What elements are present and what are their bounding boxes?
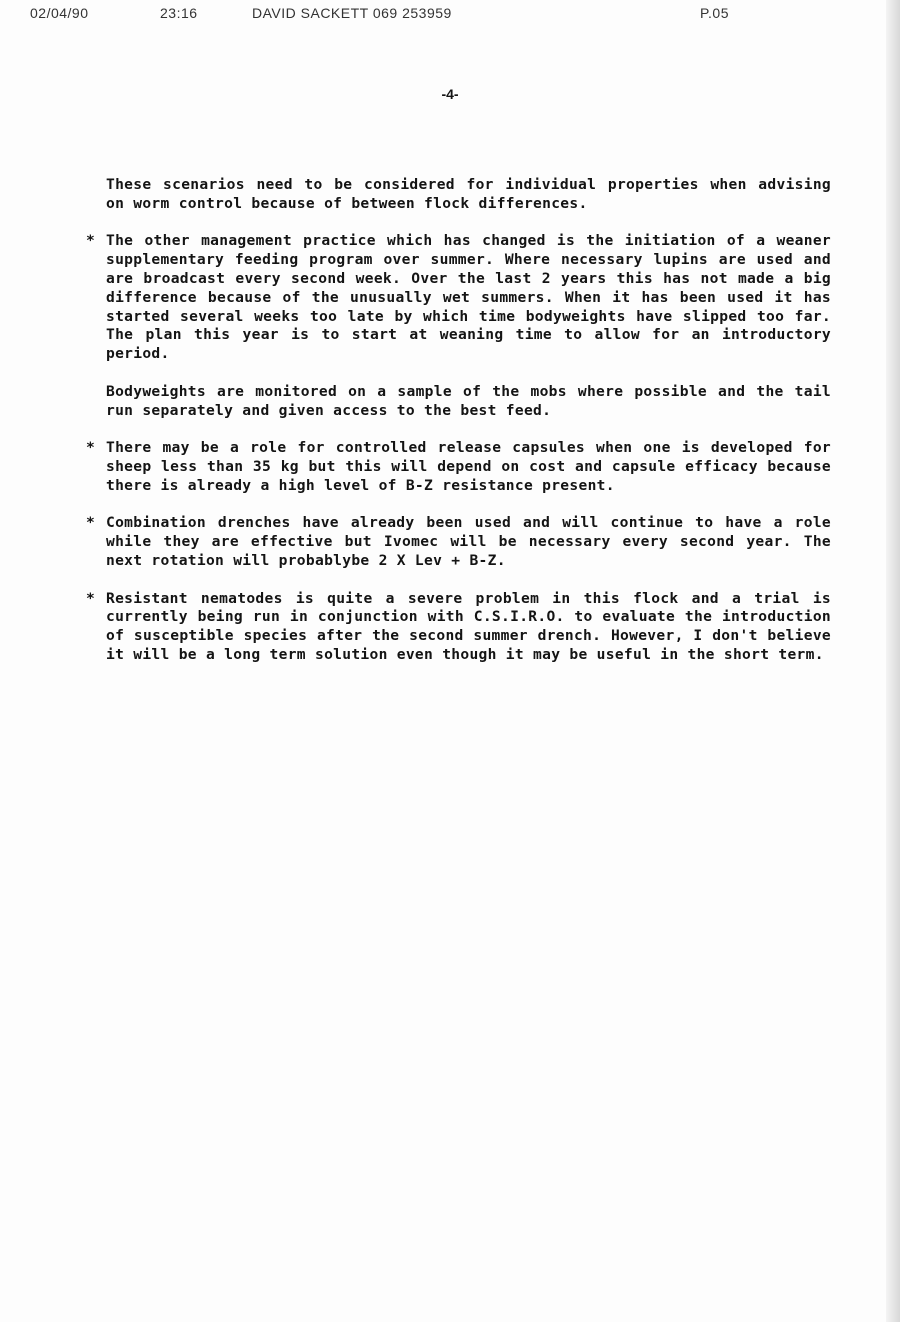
- paragraph-text: Bodyweights are monitored on a sample of the mobs where possible and the tail run separately and given access to the best feed.: [106, 382, 831, 419]
- paragraph: [86, 383, 831, 421]
- paragraph-text: There may be a role for controlled release capsules when one is developed for sheep less than 35 kg but this will depend on cost and capsule efficacy because there is already a high level of B-Z resistance present.: [106, 439, 831, 494]
- paragraph-text: Combination drenches have already been used and will continue to have a role while they are effective but Ivomec will be necessary every second year. The next rotation will probablybe 2 X Lev + B-Z.: [106, 514, 831, 569]
- bullet-marker: *: [86, 589, 96, 607]
- fax-sender: DAVID SACKETT 069 253959: [252, 5, 452, 21]
- paragraph-text: Resistant nematodes is quite a severe problem in this flock and a trial is currently being run in conjunction with C.S.I.R.O. to evaluate the introduction of susceptible species after the second summer drench. However, I don't believe it will be a long term solution even though it may be useful in the short term.: [106, 589, 831, 663]
- paragraph-text: The other management practice which has changed is the initiation of a weaner supplementary feeding program over summer. Where necessary lupins are used and are broadcast every second week. Over the last 2 years this has not made a big difference because of the unusually wet summers. When it has been used it has started several weeks too late by which time bodyweights have slipped too far. The plan this year is to start at weaning time to allow for an introductory period.: [106, 232, 831, 363]
- fax-page-number: P.05: [700, 5, 729, 21]
- paragraph: [86, 439, 831, 495]
- bullet-marker: *: [86, 514, 96, 532]
- fax-time: 23:16: [160, 5, 198, 21]
- page-edge-shadow: [886, 0, 900, 1322]
- page-number: -4-: [441, 86, 459, 102]
- bullet-marker: *: [86, 232, 96, 250]
- paragraph: [86, 176, 831, 214]
- fax-header: [0, 5, 900, 25]
- document-body: [86, 176, 831, 684]
- paragraph-text: These scenarios need to be considered for individual properties when advising on worm control because of between flock differences.: [106, 176, 831, 212]
- bullet-marker: *: [86, 439, 96, 457]
- paragraph: [86, 514, 831, 570]
- paragraph: [86, 232, 831, 364]
- paragraph: [86, 590, 831, 665]
- fax-date: 02/04/90: [30, 5, 89, 21]
